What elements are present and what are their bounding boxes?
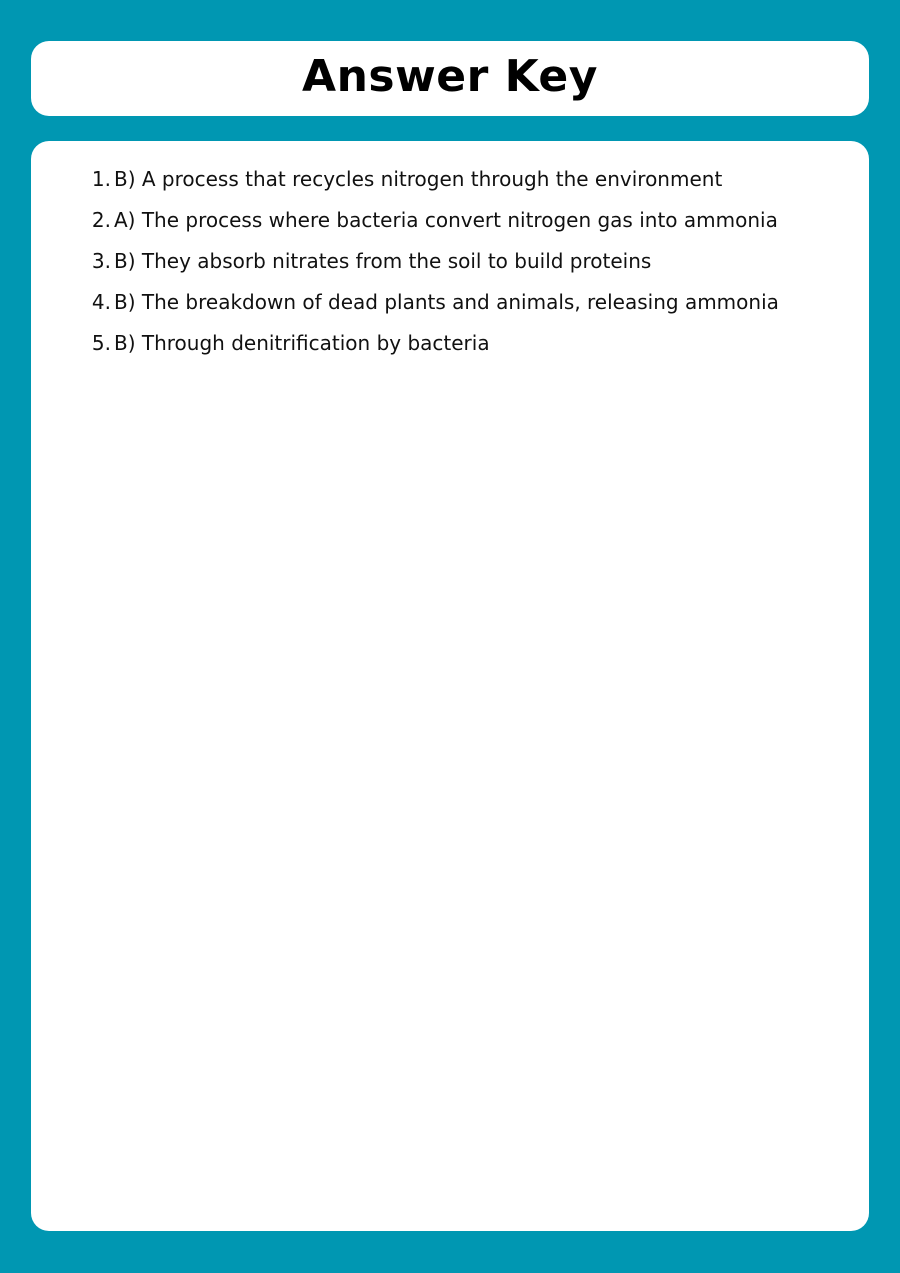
answer-item-3 — [81, 249, 851, 290]
page-title: Answer Key — [302, 50, 598, 102]
answer-text: B) A process that recycles nitrogen through the environment — [114, 167, 723, 191]
answer-number: 4. — [91, 290, 111, 314]
answer-list — [81, 167, 851, 372]
answer-number: 3. — [91, 249, 111, 273]
answer-item-1 — [81, 167, 851, 208]
answer-number: 5. — [91, 331, 111, 355]
answer-text: B) The breakdown of dead plants and animals, releasing ammonia — [114, 290, 779, 314]
answer-number: 2. — [91, 208, 111, 232]
title-card — [31, 41, 869, 116]
answer-text: A) The process where bacteria convert nitrogen gas into ammonia — [114, 208, 778, 232]
answer-item-2 — [81, 208, 851, 249]
answer-item-4 — [81, 290, 851, 331]
answer-number: 1. — [91, 167, 111, 191]
answer-text: B) They absorb nitrates from the soil to build proteins — [114, 249, 652, 273]
answer-text: B) Through denitrification by bacteria — [114, 331, 490, 355]
answer-card — [31, 141, 869, 1231]
answer-item-5 — [81, 331, 851, 372]
